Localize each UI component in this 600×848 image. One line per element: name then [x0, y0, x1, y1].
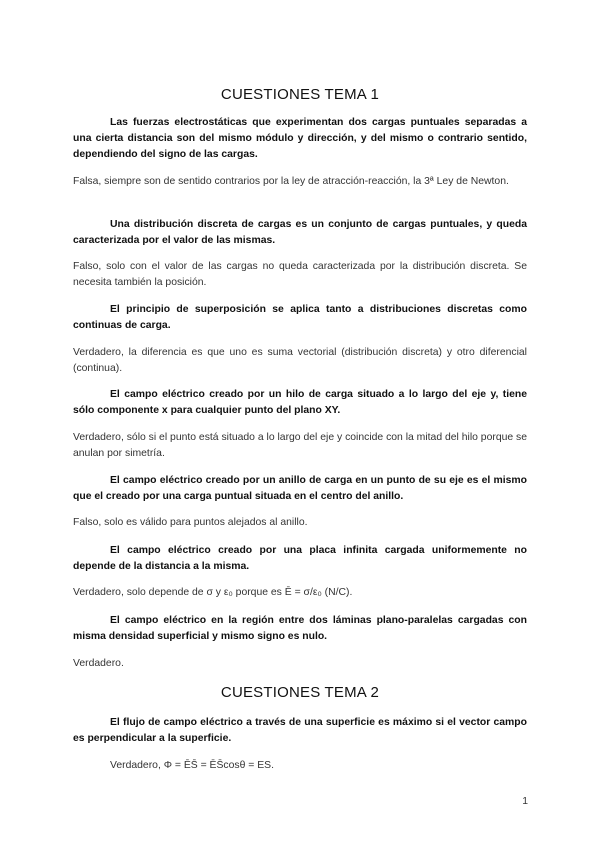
- question-8: El flujo de campo eléctrico a través de una superficie es máximo si el vector campo es perpendicular a la superficie.: [73, 717, 527, 744]
- question-3: El principio de superposición se aplica tanto a distribuciones discretas como continuas de carga.: [73, 304, 527, 331]
- answer-6: Verdadero, solo depende de σ y ε₀ porque es Ē = σ/ε₀ (N/C).: [73, 587, 353, 598]
- answer-3: Verdadero, la diferencia es que uno es suma vectorial (distribución discreta) y otro diferencial (continua).: [73, 347, 527, 374]
- answer-2: Falso, solo con el valor de las cargas no queda caracterizada por la distribución discreta. Se necesita también la posición.: [73, 261, 527, 288]
- question-7: El campo eléctrico en la región entre dos láminas plano-paralelas cargadas con misma densidad superficial y mismo signo es nulo.: [73, 615, 527, 642]
- question-6: El campo eléctrico creado por una placa infinita cargada uniformemente no depende de la distancia a la misma.: [73, 545, 527, 572]
- section-title-tema-2: CUESTIONES TEMA 2: [220, 684, 380, 701]
- question-1: Las fuerzas electrostáticas que experimentan dos cargas puntuales separadas a una cierta distancia son del mismo módulo y dirección, y del mismo o contrario sentido, dependiendo del signo de las cargas.: [73, 117, 527, 160]
- answer-8: Verdadero, Φ = ĒS̄ = ĒS̄cosθ = ES.: [110, 760, 274, 771]
- section-title-tema-1: CUESTIONES TEMA 1: [220, 86, 380, 103]
- question-5: El campo eléctrico creado por un anillo de carga en un punto de su eje es el mismo que el creado por una carga puntual situada en el centro del anillo.: [73, 475, 527, 502]
- answer-5: Falso, solo es válido para puntos alejados al anillo.: [73, 517, 308, 528]
- answer-7: Verdadero.: [73, 658, 124, 669]
- answer-1: Falsa, siempre son de sentido contrarios por la ley de atracción-reacción, la 3ª Ley de Newton.: [73, 176, 509, 187]
- question-4: El campo eléctrico creado por un hilo de carga situado a lo largo del eje y, tiene sólo componente x para cualquier punto del plano XY.: [73, 389, 527, 416]
- page-number: 1: [522, 796, 528, 807]
- answer-4: Verdadero, sólo si el punto está situado a lo largo del eje y coincide con la mitad del hilo porque se anulan por simetría.: [73, 432, 528, 459]
- question-2: Una distribución discreta de cargas es un conjunto de cargas puntuales, y queda caracterizada por el valor de las mismas.: [73, 219, 527, 246]
